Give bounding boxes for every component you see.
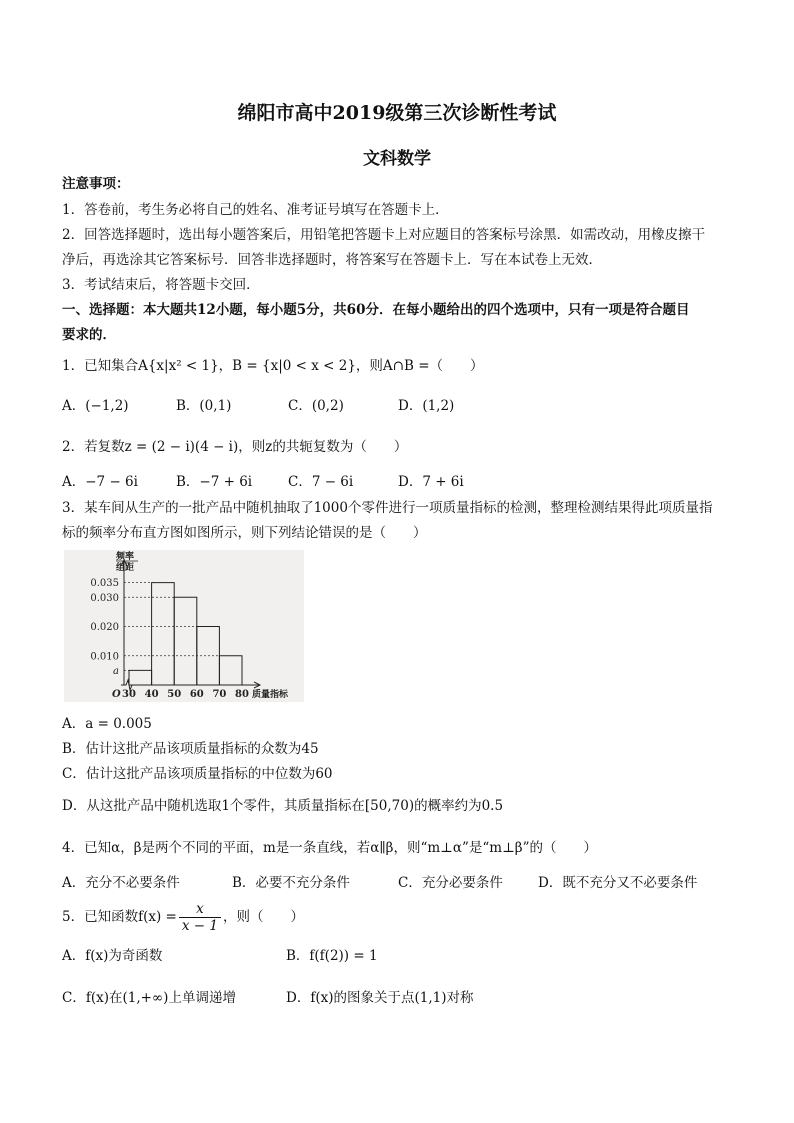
q5-stem-prefix: 5．已知函数f(x) =	[62, 909, 177, 925]
exam-title: 绵阳市高中2019级第三次诊断性考试	[237, 102, 557, 124]
q4-option-c: C．充分必要条件	[398, 875, 503, 891]
y-tick-label: 0.035	[90, 578, 119, 590]
question-4-stem: 4．已知α，β是两个不同的平面，m是一条直线，若α∥β，则“m⊥α”是“m⊥β”的（ ）	[62, 840, 597, 856]
q5-option-a: A．f(x)为奇函数	[62, 948, 163, 964]
q2-option-b: B．−7 + 6i	[176, 474, 253, 490]
q4-option-b: B．必要不充分条件	[232, 875, 350, 891]
histogram-bar	[174, 597, 197, 685]
histogram-bar	[152, 583, 175, 685]
q5-fraction-denominator: x − 1	[181, 918, 218, 934]
x-tick-label: 70	[212, 689, 227, 700]
q5-fraction-numerator: x	[179, 901, 221, 918]
section-heading: 一、选择题：本大题共12小题，每小题5分，共60分．在每小题给出的四个选项中，只有一项是符合题目	[62, 302, 690, 318]
y-axis-label-top: 频率	[116, 552, 135, 562]
x-tick-label: 40	[144, 689, 159, 700]
q2-option-c: C．7 − 6i	[288, 474, 354, 490]
y-tick-label: 0.030	[90, 592, 119, 604]
x-tick-label: 60	[189, 689, 204, 700]
x-tick-label: 50	[167, 689, 182, 700]
x-tick-label: 30	[122, 689, 136, 700]
q4-option-d: D．既不充分又不必要条件	[538, 875, 698, 891]
frequency-histogram	[64, 550, 304, 702]
question-2-stem: 2．若复数z = (2 − i)(4 − i)，则z的共轭复数为（ ）	[62, 439, 408, 455]
q3-option-b: B．估计这批产品该项质量指标的众数为45	[62, 741, 319, 757]
notice-item: 1．答卷前，考生务必将自己的姓名、准考证号填写在答题卡上．	[62, 202, 449, 218]
exam-subject: 文科数学	[363, 149, 431, 169]
q1-option-d: D．(1,2)	[398, 398, 455, 414]
q5-option-c: C．f(x)在(1,+∞)上单调递增	[62, 990, 236, 1006]
y-axis-label-bottom: 组距	[116, 563, 135, 573]
histogram-svg	[64, 550, 304, 702]
q5-fraction	[179, 901, 221, 934]
histogram-bar	[219, 656, 242, 685]
q4-option-a: A．充分不必要条件	[62, 875, 180, 891]
question-3-stem-cont: 标的频率分布直方图如图所示，则下列结论错误的是（ ）	[62, 525, 427, 541]
q5-option-d: D．f(x)的图象关于点(1,1)对称	[286, 990, 474, 1006]
q2-option-a: A．−7 − 6i	[62, 474, 138, 490]
origin-label: O	[112, 689, 121, 700]
y-tick-label: 0.010	[90, 651, 119, 663]
histogram-bar	[129, 670, 152, 685]
notice-item: 净后，再选涂其它答案标号．回答非选择题时，将答案写在答题卡上．写在本试卷上无效．	[62, 252, 602, 268]
question-5-stem	[62, 898, 742, 938]
notice-item: 3．考试结束后，将答题卡交回．	[62, 277, 260, 293]
y-tick-label: a	[113, 665, 119, 677]
q1-option-a: A．(−1,2)	[62, 398, 129, 414]
section-heading-cont: 要求的．	[62, 327, 116, 343]
q3-option-a: A．a = 0.005	[62, 716, 152, 732]
x-tick-label: 80	[235, 689, 249, 700]
q3-option-c: C．估计这批产品该项质量指标的中位数为60	[62, 766, 333, 782]
question-3-stem: 3．某车间从生产的一批产品中随机抽取了1000个零件进行一项质量指标的检测，整理检测结果得此项质量指	[62, 500, 713, 516]
q1-option-b: B．(0,1)	[176, 398, 232, 414]
q2-option-d: D．7 + 6i	[398, 474, 464, 490]
x-axis-label: 质量指标	[252, 690, 289, 700]
q5-stem-suffix: ，则（ ）	[222, 909, 304, 925]
question-1-stem: 1．已知集合A{x|x² < 1}，B = {x|0 < x < 2}，则A∩B =（ ）	[62, 358, 484, 374]
notice-item: 2．回答选择题时，选出每小题答案后，用铅笔把答题卡上对应题目的答案标号涂黑．如需改动，用橡皮擦干	[62, 227, 706, 243]
q1-option-c: C．(0,2)	[288, 398, 344, 414]
notice-heading: 注意事项：	[62, 176, 130, 192]
q3-option-d: D．从这批产品中随机选取1个零件，其质量指标在[50,70)的概率约为0.5	[62, 798, 504, 814]
q5-option-b: B．f(f(2)) = 1	[286, 948, 378, 964]
y-tick-label: 0.020	[90, 622, 119, 633]
